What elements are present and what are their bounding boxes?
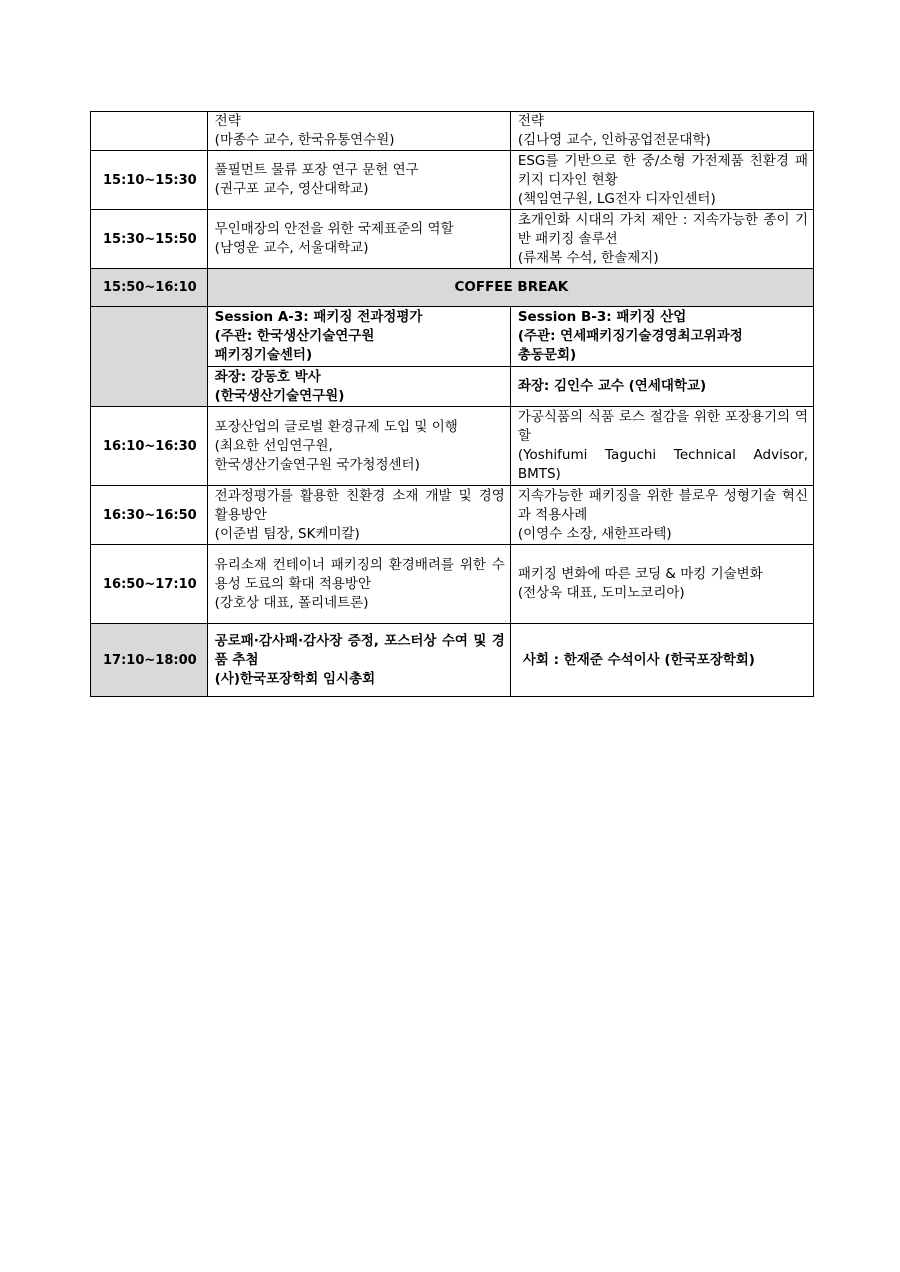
- speaker: (이영수 소장, 새한프라텍): [517, 525, 672, 542]
- talk-title: 가공식품의 식품 로스 절감을 위한 포장용기의 역할: [517, 409, 808, 444]
- talk-title: 전과정평가를 활용한 친환경 소재 개발 및 경영 활용방안: [214, 487, 505, 523]
- talk-title: 전략: [214, 113, 241, 129]
- time-cell: 16:30~16:50: [91, 486, 208, 545]
- time-cell: 15:50~16:10: [91, 269, 208, 307]
- session-header-row: [91, 307, 814, 367]
- speaker: (권구포 교수, 영산대학교): [214, 181, 369, 197]
- talk-title: ESG를 기반으로 한 중/소형 가전제품 친환경 패키지 디자인 현황: [517, 152, 808, 188]
- table-row: [91, 112, 814, 151]
- session-a-host-cont: 패키징기술센터): [214, 347, 313, 363]
- session-b-host: (주관: 연세패키징기술경영최고위과정: [517, 328, 743, 344]
- speaker: (류재복 수석, 한솔제지): [517, 249, 659, 266]
- schedule-table: [90, 111, 814, 697]
- table-row: [91, 210, 814, 269]
- session-b-cell: [510, 545, 813, 624]
- session-b-chair: [510, 367, 813, 407]
- session-a-chair: [207, 367, 510, 407]
- session-a-host: (주관: 한국생산기술연구원: [214, 328, 375, 344]
- table-row: [91, 151, 814, 210]
- talk-title: 유리소재 컨테이너 패키징의 환경배려를 위한 수용성 도료의 확대 적용방안: [214, 556, 505, 592]
- session-a-cell: [207, 545, 510, 624]
- closing-host-cell: [510, 624, 813, 697]
- chair-name: 좌장: 강동호 박사: [214, 368, 321, 385]
- session-a-cell: [207, 486, 510, 545]
- time-cell: 16:10~16:30: [91, 407, 208, 486]
- speaker: (책임연구원, LG전자 디자인센터): [517, 190, 716, 207]
- session-b-cell: [510, 210, 813, 269]
- talk-title: 초개인화 시대의 가치 제안 : 지속가능한 종이 기반 패키징 솔루션: [517, 211, 808, 247]
- talk-title: 무인매장의 안전을 위한 국제표준의 역할: [214, 221, 454, 237]
- session-a-cell: [207, 210, 510, 269]
- table-row: [91, 486, 814, 545]
- speaker: (마종수 교수, 한국유통연수원): [214, 132, 395, 148]
- time-cell: 15:30~15:50: [91, 210, 208, 269]
- closing-general-meeting: (사)한국포장학회 임시총회: [214, 670, 376, 687]
- speaker: (이준범 팀장, SK케미칼): [214, 525, 360, 542]
- time-cell: 15:10~15:30: [91, 151, 208, 210]
- chair-affiliation: (한국생산기술연구원): [214, 387, 345, 404]
- time-cell-empty: [91, 307, 208, 407]
- talk-title: 패키징 변화에 따른 코딩 & 마킹 기술변화: [517, 566, 763, 582]
- time-cell: 17:10~18:00: [91, 624, 208, 697]
- session-b-cell: [510, 112, 813, 151]
- coffee-break-label: COFFEE BREAK: [207, 269, 813, 307]
- session-b-host-cont: 총동문회): [517, 347, 577, 363]
- speaker: (Yoshifumi Taguchi Technical Advisor, BMTS): [517, 447, 808, 482]
- table-row-closing: [91, 624, 814, 697]
- speaker: (남영운 교수, 서울대학교): [214, 240, 369, 256]
- chair-name: 좌장: 김인수 교수 (연세대학교): [517, 378, 707, 394]
- session-a-cell: [207, 151, 510, 210]
- speaker: (강호상 대표, 폴리네트론): [214, 594, 369, 611]
- speaker: (최요한 선임연구원,: [214, 437, 333, 454]
- session-b-cell: [510, 486, 813, 545]
- session-b-cell: [510, 151, 813, 210]
- speaker: (김나영 교수, 인하공업전문대학): [517, 132, 711, 148]
- talk-title: 풀필먼트 물류 포장 연구 문헌 연구: [214, 162, 419, 178]
- session-a-cell: [207, 407, 510, 486]
- time-cell: 16:50~17:10: [91, 545, 208, 624]
- talk-title: 지속가능한 패키징을 위한 블로우 성형기술 혁신과 적용사례: [517, 487, 808, 523]
- closing-awards: 공로패·감사패·감사장 증정, 포스터상 수여 및 경품 추첨: [214, 632, 505, 668]
- session-a-cell: [207, 112, 510, 151]
- speaker: (전상욱 대표, 도미노코리아): [517, 585, 685, 601]
- session-b-title: Session B-3: 패키징 산업: [517, 309, 687, 325]
- table-row: [91, 545, 814, 624]
- table-row-break: [91, 269, 814, 307]
- session-b-cell: [510, 407, 813, 486]
- session-a-header: [207, 307, 510, 367]
- time-cell: [91, 112, 208, 151]
- table-row: [91, 407, 814, 486]
- talk-title: 포장산업의 글로벌 환경규제 도입 및 이행: [214, 418, 458, 435]
- session-a-title: Session A-3: 패키징 전과정평가: [214, 309, 423, 325]
- talk-title: 전략: [517, 113, 544, 129]
- closing-program-cell: [207, 624, 510, 697]
- session-b-header: [510, 307, 813, 367]
- speaker-affiliation: 한국생산기술연구원 국가청정센터): [214, 456, 420, 473]
- closing-host: 사회 : 한재준 수석이사 (한국포장학회): [522, 651, 755, 668]
